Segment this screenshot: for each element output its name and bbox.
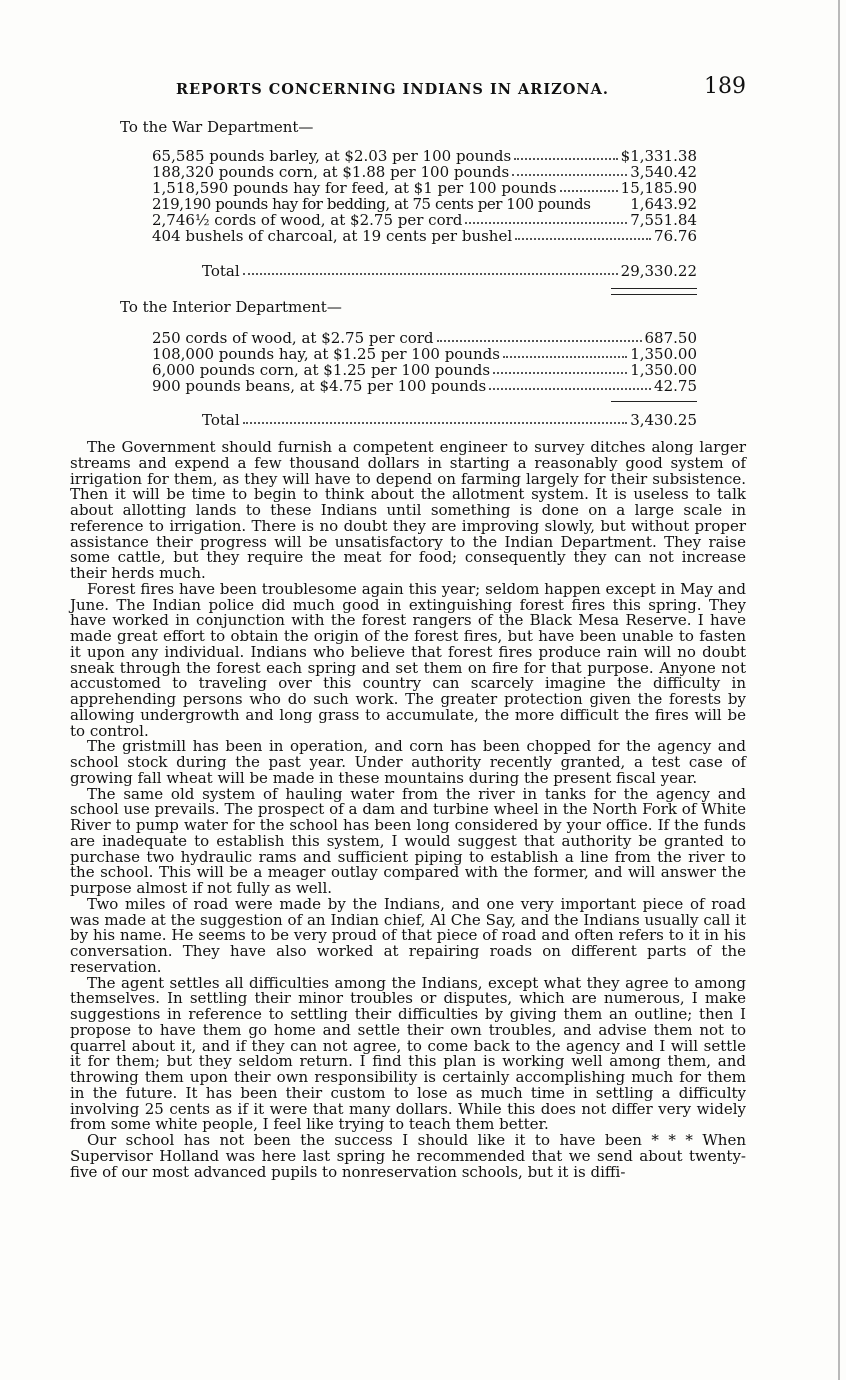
war-department-heading: To the War Department— <box>120 118 314 136</box>
war-department-ledger <box>152 148 697 244</box>
ledger-item-amount: 1,350.00 <box>630 361 697 379</box>
report-body <box>70 440 746 1180</box>
ledger-item-amount: 42.75 <box>654 377 697 395</box>
ledger-row <box>152 378 697 394</box>
dot-leader <box>593 196 627 208</box>
dot-leader <box>243 263 618 275</box>
total-row <box>152 263 697 279</box>
ledger-item-text: 188,320 pounds corn, at $1.88 per 100 pounds <box>152 163 510 181</box>
interior-department-heading: To the Interior Department— <box>120 298 342 316</box>
ledger-item-amount: 3,540.42 <box>630 163 697 181</box>
ledger-row <box>152 196 697 212</box>
ledger-row <box>152 228 697 244</box>
dot-leader <box>503 346 627 358</box>
paragraph: The agent settles all difficulties among the Indians, except what they agree to among themselves. In settling their minor troubles or disputes, which are numerous, I make suggestions in reference to settling their difficulties by giving them an outline; then I propose to have them go home and settle their own troubles, and advise them not to quarrel about it, and if they can not agree, to come back to the agency and I will settle it for them; but they seldom return. I find this plan is working well among them, and throwing them upon their own responsibility is certainly accomplishing much for them in the future. It has been their custom to lose as much time in settling a difficulty involving 25 cents as if it were that many dollars. While this does not differ very widely from some white people, I feel like trying to teach them better. <box>70 973 746 1134</box>
single-rule <box>611 401 697 402</box>
war-department-total <box>152 263 697 279</box>
ledger-item-text: 250 cords of wood, at $2.75 per cord <box>152 329 434 347</box>
ledger-item-amount: 1,643.92 <box>630 195 697 213</box>
dot-leader <box>243 412 628 424</box>
ledger-item-amount: 76.76 <box>654 227 697 245</box>
total-label: Total <box>202 411 240 429</box>
dot-leader <box>465 212 627 224</box>
ledger-item-text: 6,000 pounds corn, at $1.25 per 100 pounds <box>152 361 491 379</box>
ledger-row <box>152 346 697 362</box>
paragraph: Two miles of road were made by the Indians, and one very important piece of road was made at the suggestion of an Indian chief, Al Che Say, and the Indians usually call it by his name. He seems to be very proud of that piece of road and often refers to it in his conversation. They have also worked at repairing roads on different parts of the reservation. <box>70 894 746 976</box>
dot-leader <box>514 148 617 160</box>
interior-department-total <box>152 412 697 428</box>
ledger-row <box>152 330 697 346</box>
paragraph: Forest fires have been troublesome again this year; seldom happen except in May and June. The Indian police did much good in extinguishing forest fires this spring. They have worked in conjunction with the forest rangers of the Black Mesa Reserve. I have made great effort to obtain the origin of the forest fires, but have been unable to fasten it upon any individual. Indians who believe that forest fires produce rain will no doubt sneak through the forest each spring and set them on fire for that purpose. Anyone not accustomed to traveling over this country can scarcely imagine the difficulty in apprehending persons who do such work. The greater protection given the forests by allowing undergrowth and long grass to accumulate, the more difficult the fires will be to control. <box>70 579 746 740</box>
dot-leader <box>489 378 651 390</box>
interior-department-ledger <box>152 330 697 394</box>
paragraph: Our school has not been the success I should like it to have been * * * When Supervisor Holland was here last spring he recommended that we send about twenty-five of our most advanced pupils to nonreservation schools, but it is diffi- <box>70 1131 746 1181</box>
paragraph: The Government should furnish a competent engineer to survey ditches along larger streams and expend a few thousand dollars in starting a reasonably good system of irrigation for them, as they will have to depend on farming largely for their subsistence. Then it will be time to begin to think about the allotment system. It is useless to talk about allotting lands to these Indians until something is done on a large scale in reference to irrigation. There is no doubt they are improving slowly, but without proper assistance their progress will be unsatisfactory to the Indian Department. They raise some cattle, but they require the meat for food; consequently they can not increase their herds much. <box>70 438 746 582</box>
ledger-item-amount: 687.50 <box>644 329 697 347</box>
ledger-row <box>152 180 697 196</box>
ledger-row <box>152 212 697 228</box>
ledger-item-text: 65,585 pounds barley, at $2.03 per 100 pounds <box>152 147 512 165</box>
ledger-item-amount: 1,350.00 <box>630 345 697 363</box>
dot-leader <box>512 164 627 176</box>
total-amount: 3,430.25 <box>630 411 697 429</box>
ledger-item-text: 900 pounds beans, at $4.75 per 100 pounds <box>152 377 487 395</box>
paragraph: The same old system of hauling water from the river in tanks for the agency and school use prevails. The prospect of a dam and turbine wheel in the North Fork of White River to pump water for the school has been long considered by your office. If the funds are inadequate to establish this system, I would suggest that authority be granted to purchase two hydraulic rams and sufficient piping to establish a line from the river to the school. This will be a meager outlay compared with the former, and will answer the purpose almost if not fully as well. <box>70 784 746 897</box>
dot-leader <box>493 362 627 374</box>
paragraph: The gristmill has been in operation, and corn has been chopped for the agency and school stock during the past year. Under authority recently granted, a test case of growing fall wheat will be made in these mountains during the present fiscal year. <box>70 737 746 787</box>
ledger-item-amount: 15,185.90 <box>620 179 697 197</box>
dot-leader <box>515 228 651 240</box>
ledger-item-text: 219,190 pounds hay for bedding, at 75 cents per 100 pounds <box>152 195 591 213</box>
total-label: Total <box>202 262 240 280</box>
page-header <box>70 74 746 101</box>
total-row <box>152 412 697 428</box>
ledger-row <box>152 164 697 180</box>
ledger-row <box>152 362 697 378</box>
running-title: REPORTS CONCERNING INDIANS IN ARIZONA. <box>176 81 609 98</box>
ledger-item-text: 404 bushels of charcoal, at 19 cents per bushel <box>152 227 513 245</box>
ledger-item-amount: $1,331.38 <box>620 147 697 165</box>
ledger-item-text: 2,746½ cords of wood, at $2.75 per cord <box>152 211 463 229</box>
dot-leader <box>437 330 642 342</box>
ledger-row <box>152 148 697 164</box>
ledger-item-amount: 7,551.84 <box>630 211 697 229</box>
page-edge <box>838 0 840 1380</box>
ledger-item-text: 1,518,590 pounds hay for feed, at $1 per 100 pounds <box>152 179 557 197</box>
page-number: 189 <box>704 74 746 99</box>
dot-leader <box>560 180 618 192</box>
double-rule <box>611 288 697 295</box>
ledger-item-text: 108,000 pounds hay, at $1.25 per 100 pounds <box>152 345 500 363</box>
total-amount: 29,330.22 <box>620 262 697 280</box>
